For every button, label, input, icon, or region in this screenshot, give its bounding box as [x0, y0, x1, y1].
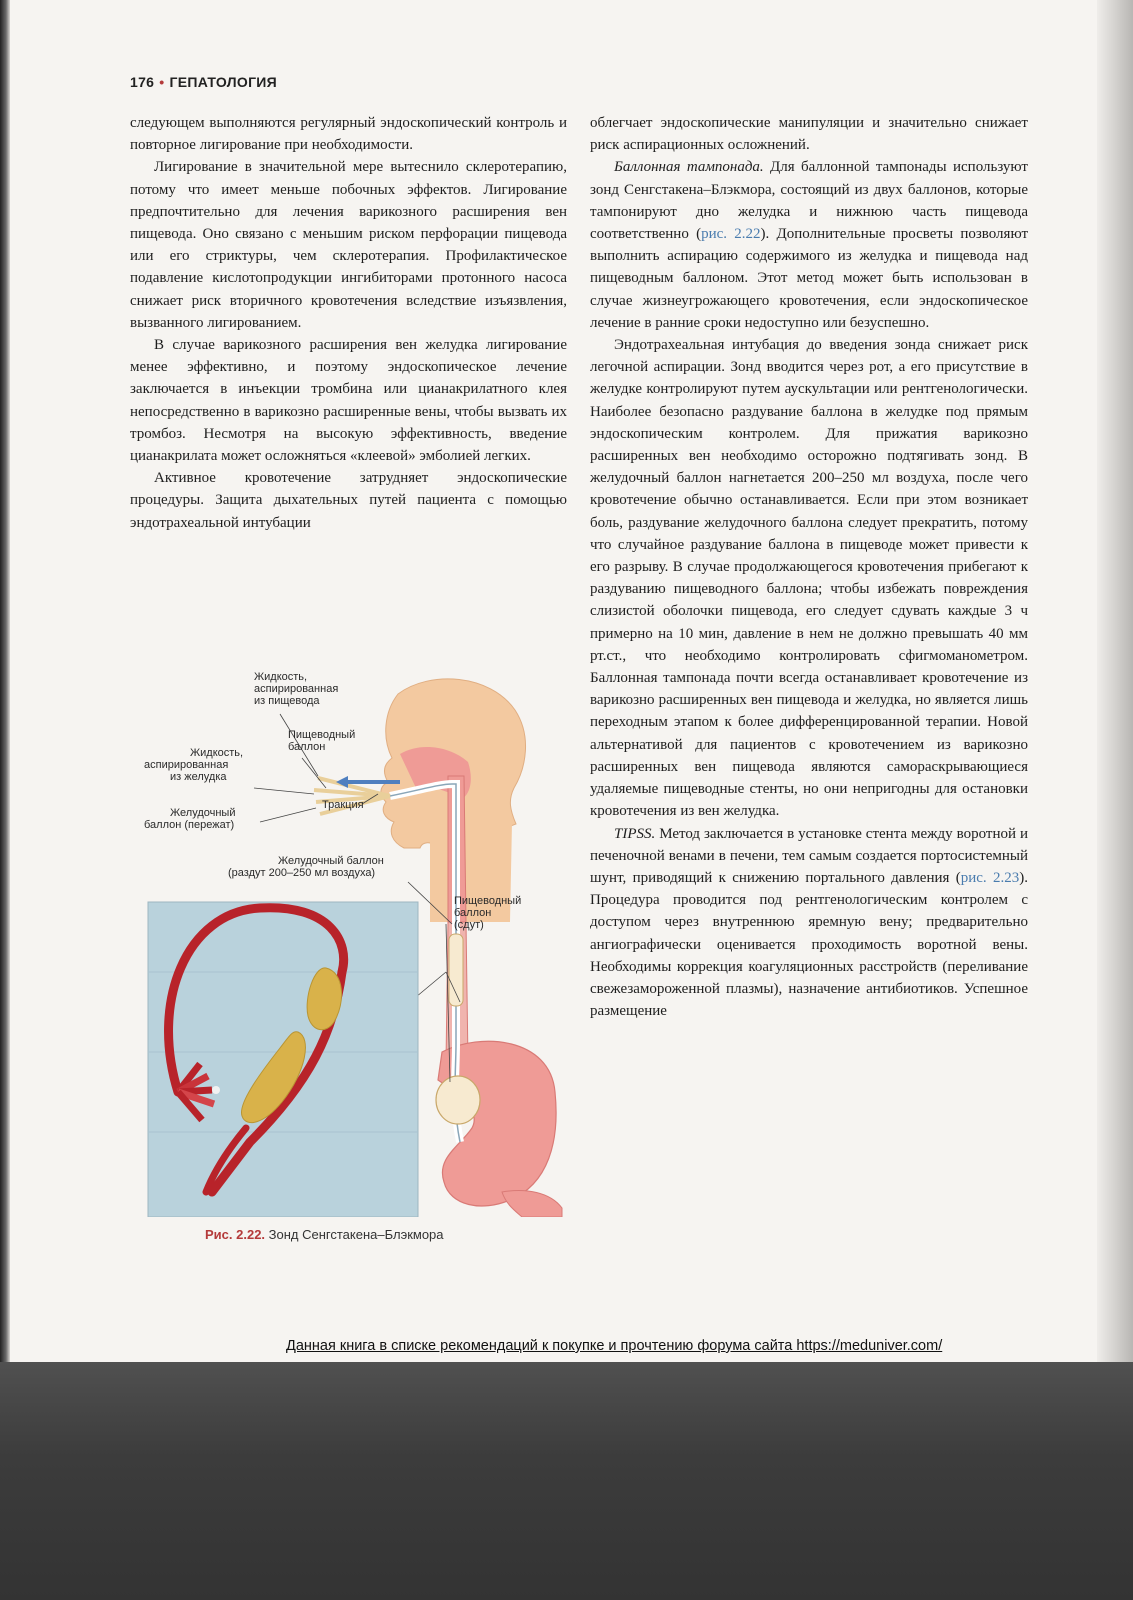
paragraph: Активное кровотечение затрудняет эндоскопические процедуры. Защита дыхательных путей пациента с помощью эндотрахеальной интубации — [130, 470, 567, 531]
figure-caption — [205, 1227, 565, 1242]
paragraph: следующем выполняются регулярный эндоскопический контроль и повторное лигирование при необходимости. — [130, 115, 567, 154]
label-esophageal-aspirate: Жидкость, — [254, 672, 308, 683]
label-traction: Тракция — [322, 799, 364, 811]
esophageal-balloon-deflated — [449, 934, 463, 1006]
duodenum — [502, 1191, 562, 1217]
label-esophageal-balloon-deflated: баллон — [454, 907, 492, 919]
left-text-column — [130, 112, 567, 534]
paragraph: В случае варикозного расширения вен желудка лигирование менее эффективно, и поэтому эндоскопическое лечение заключается в инъекции тромбина или цианакрилатного клея непосредственно в варикозно расширенные вены, чтобы вызвать их тромбоз. Несмотря на высокую эффективность, введение цианакрилата может осложняться «клеевой» эмболией легких. — [130, 337, 567, 465]
header-separator: • — [159, 74, 165, 90]
label-esophageal-balloon: баллон — [288, 741, 326, 753]
paragraph-lead-tipss: TIPSS. — [614, 825, 656, 842]
label-esophageal-balloon-deflated: (сдут) — [454, 919, 484, 931]
figure-reference-link[interactable]: рис. 2.23 — [960, 869, 1020, 886]
label-gastric-balloon-clamped: Желудочный — [170, 807, 236, 819]
paragraph: Эндотрахеальная интубация до введения зонда снижает риск легочной аспирации. Зонд вводится через рот, а его присутствие в желудке контролируют путем аускультации или рентгенологически. Наиболее безопасно раздувание баллона в желудке под прямым эндоскопическим контролем. Для прижатия варикозно расширенных вен необходимо осторожно подтягивать зонд. В желудочный баллон нагнетается 200–250 мл воздуха, после чего кровотечение обычно останавливается. Если при этом возникает боль, раздувание желудочного баллона следует прекратить, потому что случайное раздувание баллона в пищеводе может привести к его разрыву. В случае продолжающегося кровотечения прибегают к раздуванию пищеводного баллона; чтобы избежать повреждения слизистой оболочки пищевода, его следует сдувать каждые 3 ч примерно на 10 мин, давление в нем не должно превышать 40 мм рт.ст., что необходимо контролировать сфигмоманометром. Баллонная тампонада почти всегда останавливает кровотечение из варикозно расширенных вен пищевода и желудка, но является лишь переходным этапом к более дифференцированной терапии. Новой альтернативой для пациентов с кровотечением из варикозно расширенных вен пищевода являются саморaскрывающиеся удаляемые пищеводные стенты, но они непригодны для остановки кровотечения из вен желудка. — [590, 337, 1028, 820]
label-esophageal-balloon-deflated: Пищеводный — [454, 895, 522, 907]
label-gastric-aspirate: Жидкость, — [190, 747, 244, 759]
label-esophageal-aspirate: из пищевода — [254, 695, 320, 707]
forum-recommendation-link[interactable]: Данная книга в списке рекомендаций к покупке и прочтению форума сайта https://meduniver.com/ — [286, 1338, 943, 1354]
paragraph: Лигирование в значительной мере вытеснило склеротерапию, потому что имеет меньше побочных эффектов. Лигирование предпочтительно для лечения варикозного расширения вен пищевода. Оно связано с меньшим риском перфорации пищевода или его стриктуры, чем склеротерапия. Профилактическое подавление кислотопродукции ингибиторами протонного насоса снижает риск вторичного кровотечения вследствие изъязвления, вызванного лигированием. — [130, 159, 567, 331]
page-binding-shadow-left — [0, 0, 10, 1362]
traction-arrowhead — [336, 776, 348, 788]
label-esophageal-balloon: Пищеводный — [288, 729, 356, 741]
paragraph-lead-balloon-tamponade: Баллонная тампонада. — [614, 159, 764, 176]
page-number: 176 — [130, 74, 155, 90]
label-gastric-aspirate: из желудка — [170, 771, 227, 783]
label-gastric-aspirate: аспирированная — [144, 759, 229, 771]
paragraph: TIPSS. Метод заключается в установке стента между воротной и печеночной венами в печени, тем самым создается портосистемный шунт, приводящий к снижению портального давления (рис. 2.23). Процедура проводится под рентгенологическим контролем с доступом через внутреннюю яремную вену; предварительно ангиографически оценивается проходимость воротной вены. Необходимы коррекция коагуляционных расстройств (переливание свежезамороженной плазмы), назначение антибиотиков. Успешное размещение — [590, 825, 1029, 1020]
scan-dark-background — [0, 1362, 1133, 1600]
figure-2-22 — [130, 672, 567, 1262]
figure-caption-number: Рис. 2.22. — [205, 1227, 266, 1242]
gastric-balloon-inflated — [436, 1076, 480, 1124]
leader-line — [254, 788, 314, 794]
leader-line — [302, 758, 326, 788]
paragraph: Баллонная тампонада. Для баллонной тампонады используют зонд Сенгстакена–Блэкмора, состоящий из двух баллонов, которые тампонируют дно желудка и нижнюю часть пищевода соответственно (рис. 2.22). Дополнительные просветы позволяют выполнить аспирацию содержимого из желудка и пищевода над пищеводным баллоном. Этот метод может быть использован в случае жизнеугрожающего кровотечения, если эндоскопическое лечение в ранние сроки недоступно или безуспешно. — [590, 159, 1029, 331]
tube-photo — [148, 902, 418, 1217]
paragraph: облегчает эндоскопические манипуляции и значительно снижает риск аспирационных осложнений. — [590, 115, 1028, 154]
figure-reference-link[interactable]: рис. 2.22 — [701, 226, 761, 243]
right-text-column — [590, 112, 1028, 1022]
label-gastric-balloon-inflated: Желудочный баллон — [278, 855, 384, 867]
sengstaken-blakemore-illustration — [130, 672, 567, 1217]
running-head — [130, 74, 277, 90]
label-gastric-balloon-clamped: баллон (пережат) — [144, 819, 235, 831]
figure-caption-text: Зонд Сенгстакена–Блэкмора — [265, 1227, 444, 1242]
page-binding-shadow-right — [1097, 0, 1133, 1362]
label-gastric-balloon-inflated: (раздут 200–250 мл воздуха) — [228, 867, 376, 879]
leader-line — [260, 808, 316, 822]
label-esophageal-aspirate: аспирированная — [254, 683, 339, 695]
section-title: ГЕПАТОЛОГИЯ — [169, 74, 278, 90]
